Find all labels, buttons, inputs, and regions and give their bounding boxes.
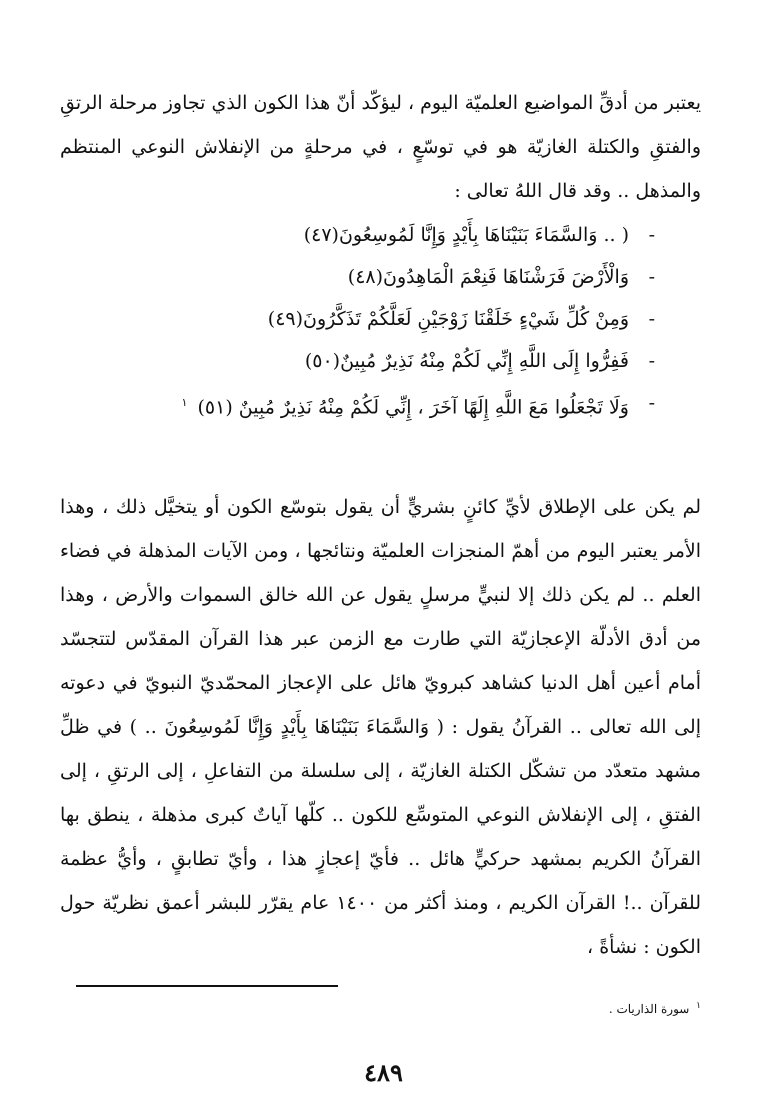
verse-text: فَفِرُّوا إِلَى اللَّهِ إِنِّي لَكُمْ مِنْهُ نَذِيرٌ مُبِينٌ(٥٠) [304, 350, 629, 372]
footnote-marker: ١ [696, 1001, 701, 1011]
footnote-divider [76, 985, 338, 987]
verse-item [110, 298, 655, 340]
paragraph-commentary: لم يكن على الإطلاق لأيِّ كائنٍ بشريٍّ أن يقول بتوسّع الكون أو يتخيَّل ذلك ، وهذا الأمر يعتبر اليوم من أهمّ المنجزات العلميّة ونتائجها ، ومن الآيات المذهلة في فضاء العلم .. لم يكن ذلك إلا لنبيٍّ مرسلٍ يقول عن الله خالق السموات والأرض ، وهذا من أدق الأدلّة الإعجازيّة التي طارت مع الزمن عبر هذا القرآن المقدّس لتتجسّد أمام أعين أهل الدنيا كشاهد كبرويّ هائل على الإعجاز المحمّديّ النبويّ في دعوته إلى الله تعالى .. القرآنُ يقول : ( وَالسَّمَاءَ بَنَيْنَاهَا بِأَيْدٍ وَإِنَّا لَمُوسِعُونَ .. ) في ظلِّ مشهد متعدّد من تشكّل الكتلة الغازيّة ، إلى سلسلة من التفاعلِ ، إلى الرتقِ ، إلى الفتقِ ، إلى الإنفلاش النوعي المتوسِّع للكون .. كلّها آياتٌ كبرى مذهلة ، ينطق بها القرآنُ الكريم بمشهد حركيٍّ هائل .. فأيّ إعجازٍ هذا ، وأيّ تطابقٍ ، وأيُّ عظمة للقرآن ..! القرآن الكريم ، ومنذ أكثر من ١٤٠٠ عام يقرّر للبشر أعمق نظريّة حول الكون : نشأةً ، [60, 496, 701, 958]
verse-item [110, 382, 655, 424]
list-dash: - [648, 266, 655, 288]
verse-item [110, 256, 655, 298]
paragraph-intro: يعتبر من أدقِّ المواضيع العلميّة اليوم ، ليؤكّد أنّ هذا الكون الذي تجاوز مرحلة الرتقِ والفتقِ والكتلة الغازيّة هو في توسّعٍ ، في مرحلةٍ من الإنفلاش النوعي المنتظم والمذهل .. وقد قال اللهُ تعالى : [60, 92, 701, 202]
list-dash: - [648, 392, 655, 414]
list-dash: - [648, 350, 655, 372]
list-dash: - [648, 308, 655, 330]
footnote [60, 996, 701, 1019]
list-dash: - [648, 224, 655, 246]
footnote-reference[interactable]: ١ [181, 396, 188, 409]
verse-text: ( .. وَالسَّمَاءَ بَنَيْنَاهَا بِأَيْدٍ وَإِنَّا لَمُوسِعُونَ(٤٧) [303, 224, 629, 246]
verse-text: وَمِنْ كُلِّ شَيْءٍ خَلَقْنَا زَوْجَيْنِ لَعَلَّكُمْ تَذَكَّرُونَ(٤٩) [267, 308, 629, 330]
quran-verses-list [110, 214, 655, 424]
verse-text: وَالْأَرْضَ فَرَشْنَاهَا فَنِعْمَ الْمَاهِدُونَ(٤٨) [347, 266, 629, 288]
verse-item [110, 214, 655, 256]
verse-text: وَلَا تَجْعَلُوا مَعَ اللَّهِ إِلَهًا آخَرَ ، إِنِّي لَكُمْ مِنْهُ نَذِيرٌ مُبِينٌ (٥١) [197, 396, 629, 419]
footnote-text: سورة الذاريات . [608, 1002, 690, 1016]
verse-item [110, 340, 655, 382]
page-number: ٤٨٩ [364, 1058, 403, 1087]
